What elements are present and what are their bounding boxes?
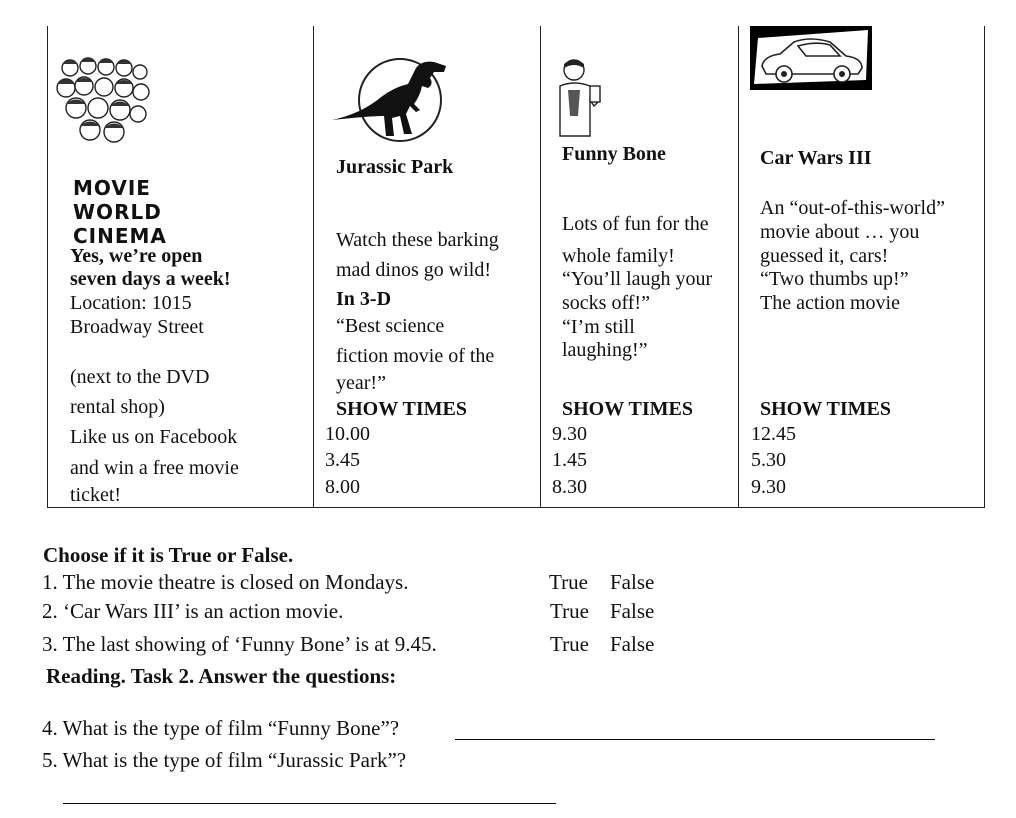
funnybone-desc-5: “I’m still	[562, 316, 635, 338]
table-divider-2	[540, 26, 541, 507]
q3-true-option[interactable]: True	[550, 632, 589, 656]
comedian-illustration	[554, 56, 610, 143]
task2-heading: Reading. Task 2. Answer the questions:	[46, 664, 397, 688]
funnybone-desc-1: Lots of fun for the	[562, 213, 709, 235]
question-3: 3. The last showing of ‘Funny Bone’ is at 9.45.	[42, 632, 437, 656]
jurassic-desc-1: Watch these barking	[336, 229, 499, 251]
table-divider-3	[738, 26, 739, 507]
crowd-illustration	[56, 56, 150, 153]
cinema-logo	[73, 176, 167, 248]
carwars-showtimes-label: SHOW TIMES	[760, 398, 891, 420]
jurassic-quote-3: year!”	[336, 372, 386, 394]
task1-heading: Choose if it is True or False.	[43, 543, 294, 567]
table-bottom-border	[47, 507, 985, 508]
funnybone-time-3: 8.30	[552, 476, 587, 498]
location-line-2: Broadway Street	[70, 316, 204, 338]
question-4: 4. What is the type of film “Funny Bone”?	[42, 716, 400, 740]
funnybone-showtimes-label: SHOW TIMES	[562, 398, 693, 420]
location-line-1: Location: 1015	[70, 292, 192, 314]
jurassic-time-2: 3.45	[325, 449, 360, 471]
funnybone-time-1: 9.30	[552, 423, 587, 445]
facebook-line-3: ticket!	[70, 484, 122, 506]
funnybone-desc-3: “You’ll laugh your	[562, 268, 713, 290]
jurassic-format: In 3-D	[336, 288, 392, 310]
carwars-desc-1: An “out-of-this-world”	[760, 197, 945, 219]
carwars-desc-3: guessed it, cars!	[760, 245, 889, 267]
facebook-line-1: Like us on Facebook	[70, 426, 238, 448]
q2-true-option[interactable]: True	[550, 599, 589, 623]
answer-line-5[interactable]	[63, 803, 556, 804]
jurassic-showtimes-label: SHOW TIMES	[336, 398, 467, 420]
jurassic-desc-2: mad dinos go wild!	[336, 259, 491, 281]
q2-false-option[interactable]: False	[610, 599, 655, 623]
carwars-desc-4: “Two thumbs up!”	[760, 268, 909, 290]
open-line-2: seven days a week!	[70, 268, 231, 290]
table-divider-1	[313, 26, 314, 507]
dinosaur-illustration	[330, 54, 450, 151]
carwars-desc-2: movie about … you	[760, 221, 920, 243]
jurassic-title: Jurassic Park	[336, 156, 454, 178]
carwars-time-1: 12.45	[751, 423, 796, 445]
jurassic-time-1: 10.00	[325, 423, 370, 445]
q1-false-option[interactable]: False	[610, 570, 655, 594]
open-line-1: Yes, we’re open	[70, 245, 203, 267]
question-2: 2. ‘Car Wars III’ is an action movie.	[42, 599, 344, 623]
question-1: 1. The movie theatre is closed on Mondays.	[42, 570, 409, 594]
next-line-1: (next to the DVD	[70, 366, 210, 388]
q3-false-option[interactable]: False	[610, 632, 655, 656]
answer-line-4[interactable]	[455, 739, 935, 740]
funnybone-time-2: 1.45	[552, 449, 587, 471]
table-left-border	[47, 26, 48, 507]
logo-line-2: WORLD	[73, 200, 162, 224]
carwars-time-2: 5.30	[751, 449, 786, 471]
jurassic-time-3: 8.00	[325, 476, 360, 498]
funnybone-desc-6: laughing!”	[562, 339, 648, 361]
q1-true-option[interactable]: True	[549, 570, 588, 594]
funnybone-title: Funny Bone	[562, 143, 666, 165]
funnybone-desc-4: socks off!”	[562, 292, 650, 314]
logo-line-3: CINEMA	[73, 224, 167, 248]
carwars-time-3: 9.30	[751, 476, 786, 498]
question-5: 5. What is the type of film “Jurassic Park”?	[42, 748, 407, 772]
jurassic-quote-1: “Best science	[336, 315, 445, 337]
next-line-2: rental shop)	[70, 396, 165, 418]
jurassic-quote-2: fiction movie of the	[336, 345, 495, 367]
facebook-line-2: and win a free movie	[70, 457, 239, 479]
table-right-border	[984, 26, 985, 507]
funnybone-desc-2: whole family!	[562, 245, 675, 267]
logo-line-1: MOVIE	[73, 176, 151, 200]
car-illustration	[750, 26, 872, 95]
carwars-title: Car Wars III	[760, 147, 872, 169]
carwars-desc-5: The action movie	[760, 292, 900, 314]
